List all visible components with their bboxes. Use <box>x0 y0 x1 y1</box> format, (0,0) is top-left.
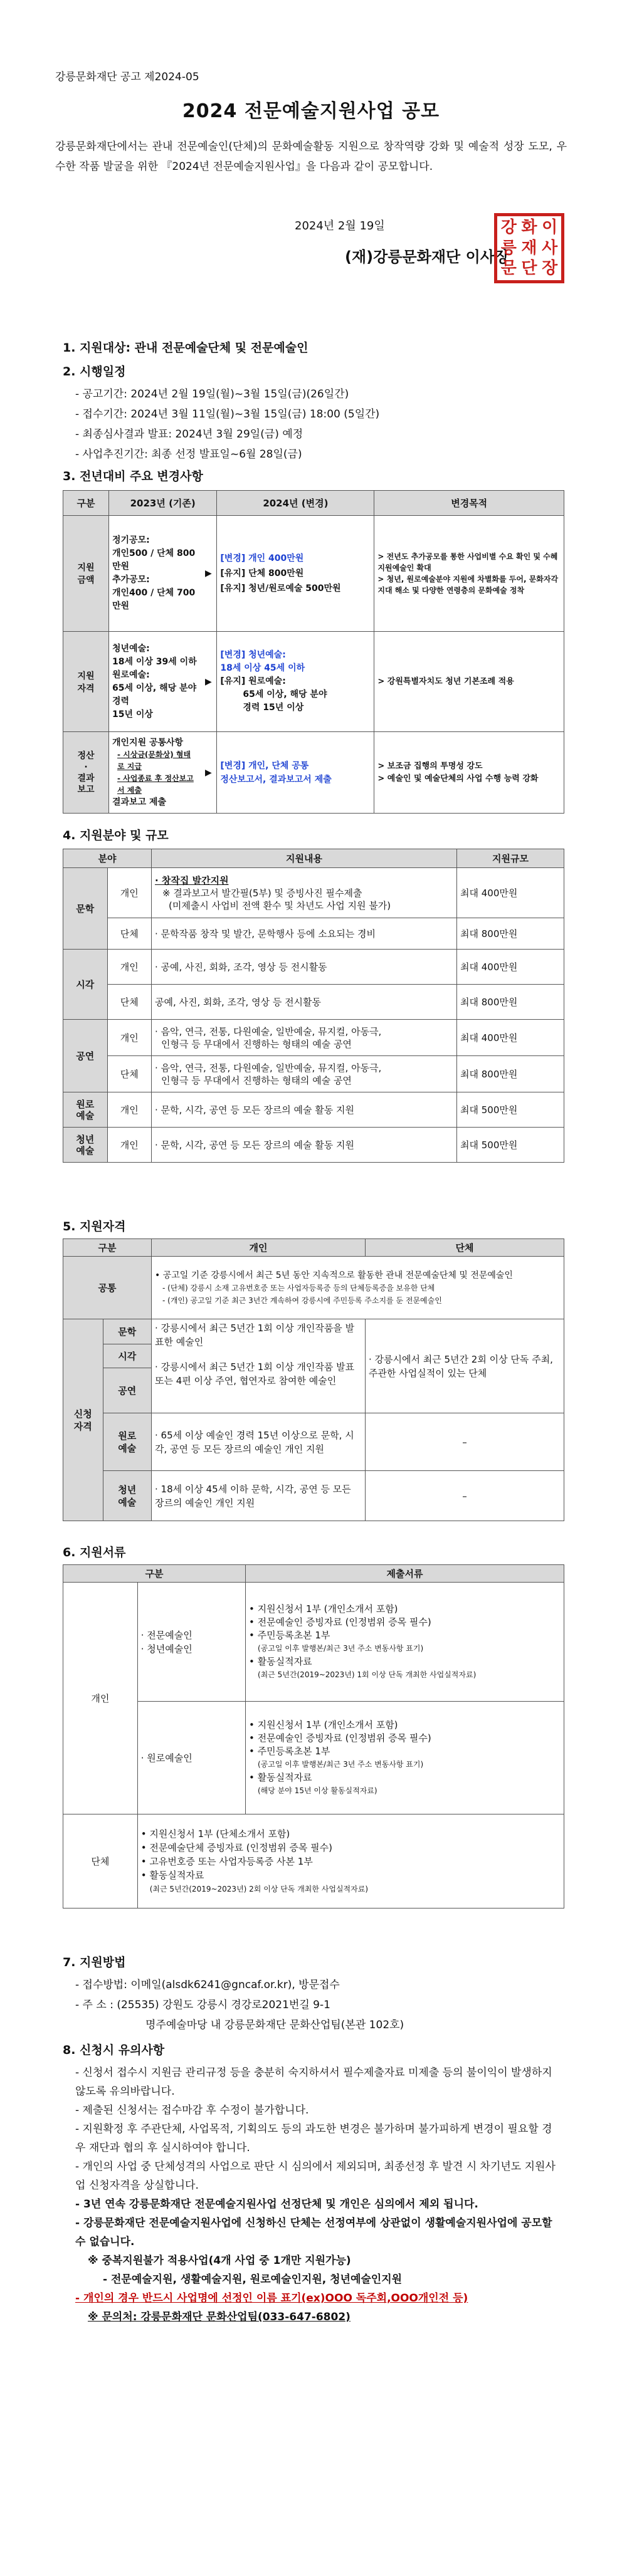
type-label: 단체 <box>107 1056 152 1092</box>
name-notice: - 개인의 경우 반드시 사업명에 선정인 이름 표기(ex)OOO 독주회,OOO개인전 등) <box>75 2292 468 2305</box>
type-label: 단체 <box>107 985 152 1020</box>
field-label: 청년 예술 <box>103 1471 151 1521</box>
type-label: 개인 <box>107 1092 152 1128</box>
field-label: 청년 예술 <box>63 1128 108 1163</box>
table-header: 2024년 (변경) <box>217 491 374 516</box>
arrow-icon: ▶ <box>200 632 217 732</box>
row-label: 지원 금액 <box>63 516 109 632</box>
support-amount: 최대 800만원 <box>457 1056 564 1092</box>
table-header: 분야 <box>63 849 152 868</box>
notice-date: 2024년 2월 19일 <box>295 219 385 233</box>
field-label: 원로 예술 <box>103 1413 151 1471</box>
common-label: 공통 <box>63 1257 152 1319</box>
new-value: [변경] 개인, 단체 공통 정산보고서, 결과보고서 제출 <box>217 732 374 814</box>
old-value: 개인지원 공통사항 - 시상금(문화상) 형태로 지급 - 사업종료 후 정산보고서 제출 결과보고 제출 <box>109 732 201 814</box>
method-item: - 접수방법: 이메일(alsdk6241@gncaf.or.kr), 방문접수 <box>75 1979 340 1991</box>
note-item: - 제출된 신청서는 접수마감 후 수정이 불가합니다. <box>75 2104 309 2117</box>
individual-label: 개인 <box>63 1583 138 1814</box>
section-schedule-title: 2. 시행일정 <box>63 365 126 379</box>
seal-char: 이 <box>542 218 558 237</box>
section-method-title: 7. 지원방법 <box>63 1956 126 1969</box>
field-label: 문학 <box>63 868 108 950</box>
field-label: 공연 <box>63 1020 108 1092</box>
field-label: 원로 예술 <box>63 1092 108 1128</box>
notice-number: 강릉문화재단 공고 제2024-05 <box>55 71 199 83</box>
group-qualification: – <box>366 1471 564 1521</box>
change-purpose: > 전년도 추가공모를 통한 사업비별 수요 확인 및 수혜 지원예술인 확대 > 청년, 원로예술분야 지원에 차별화를 두어, 문화자각지대 해소 및 다양한 연령층의 문화예술 정착 <box>374 516 564 632</box>
table-header: 지원규모 <box>457 849 564 868</box>
type-label: 개인 <box>107 868 152 918</box>
sub-category: · 원로예술인 <box>137 1702 245 1814</box>
field-label: 시각 <box>103 1344 151 1368</box>
table-header: 개인 <box>152 1239 366 1257</box>
individual-qualification: · 65세 이상 예술인 경력 15년 이상으로 문학, 시각, 공연 등 모든 장르의 예술인 개인 지원 <box>152 1413 366 1471</box>
section-eligibility-title: 1. 지원대상: 관내 전문예술단체 및 전문예술인 <box>63 341 308 355</box>
method-item: 명주예술마당 내 강릉문화재단 문화산업팀(본관 102호) <box>145 2019 404 2031</box>
support-amount: 최대 800만원 <box>457 918 564 950</box>
new-value: [변경] 청년예술: 18세 이상 45세 이하 [유지] 원로예술: 65세 이상, 해당 분야 경력 15년 이상 <box>217 632 374 732</box>
support-content: · 문학, 시각, 공연 등 모든 장르의 예술 활동 지원 <box>152 1128 457 1163</box>
row-label: 지원 자격 <box>63 632 109 732</box>
changes-table <box>63 490 564 814</box>
section-fields-title: 4. 지원분야 및 규모 <box>63 829 169 842</box>
schedule-item: - 접수기간: 2024년 3월 11일(월)~3월 15일(금) 18:00 (5일간) <box>75 408 380 421</box>
schedule-item: - 공고기간: 2024년 2월 19일(월)~3월 15일(금)(26일간) <box>75 388 349 401</box>
field-label: 문학 <box>103 1319 151 1344</box>
notes-list <box>75 2063 558 2327</box>
type-label: 개인 <box>107 1128 152 1163</box>
seal-char: 단 <box>521 259 537 278</box>
support-amount: 최대 500만원 <box>457 1128 564 1163</box>
support-content: · 문학, 시각, 공연 등 모든 장르의 예술 활동 지원 <box>152 1092 457 1128</box>
table-header: 지원내용 <box>152 849 457 868</box>
support-content: · 음악, 연극, 전통, 다원예술, 일반예술, 뮤지컬, 아동극, 인형극 등 무대에서 진행하는 형태의 예술 공연 <box>152 1020 457 1056</box>
table-header: 구분 <box>63 1239 152 1257</box>
section-notes-title: 8. 신청시 유의사항 <box>63 2043 165 2057</box>
change-purpose: > 보조금 집행의 투명성 강도 > 예술인 및 예술단체의 사업 수행 능력 강화 <box>374 732 564 814</box>
organization-name: (재)강릉문화재단 이사장 <box>345 248 510 266</box>
note-item: - 신청서 접수시 지원금 관리규정 등을 충분히 숙지하셔서 필수제출자료 미제출 등의 불이익이 발생하지 않도록 유의바랍니다. <box>75 2066 552 2098</box>
row-label: 정산 · 결과 보고 <box>63 732 109 814</box>
type-label: 단체 <box>107 918 152 950</box>
old-value: 정기공모: 개인500 / 단체 800만원 추가공모: 개인400 / 단체 700만원 <box>109 516 201 632</box>
common-qualification: • 공고일 기준 강릉시에서 최근 5년 동안 지속적으로 활동한 관내 전문예술단체 및 전문예술인 - (단체) 강릉시 소재 고유번호증 또는 사업자등록증 등의 단체등록증을 보유한 단체 - (개인) 공고일 기준 최근 3년간 계속하여 강릉시에 주민등록 주소지를 둔 전문예술인 <box>152 1257 564 1319</box>
seal-char: 재 <box>521 238 537 258</box>
field-label: 공연 <box>103 1368 151 1413</box>
section-changes-title: 3. 전년대비 주요 변경사항 <box>63 469 203 483</box>
seal-char: 강 <box>500 218 517 237</box>
seal-char: 장 <box>542 259 558 278</box>
intro-paragraph: 강릉문화재단에서는 관내 전문예술인(단체)의 문화예술활동 지원으로 창작역량 강화 및 예술적 성장 도모, 우수한 작품 발굴을 위한 『2024년 전문예술지원사업』을 다음과 같이 공모합니다. <box>55 140 567 173</box>
arrow-icon: ▶ <box>200 732 217 814</box>
schedule-item: - 사업추진기간: 최종 선정 발표일~6월 28일(금) <box>75 448 302 461</box>
sub-category: · 전문예술인 · 청년예술인 <box>137 1583 245 1702</box>
support-content: · 창작집 발간지원 ※ 결과보고서 발간필(5부) 및 증빙사진 필수제출 (미제출시 사업비 전액 환수 및 차년도 사업 지원 불가) <box>152 868 457 918</box>
duplicate-notice-detail: - 전문예술지원, 생활예술지원, 원로예술인지원, 청년예술인지원 <box>103 2273 403 2286</box>
schedule-item: - 최종심사결과 발표: 2024년 3월 29일(금) 예정 <box>75 428 303 441</box>
group-qualification: · 강릉시에서 최근 5년간 2회 이상 단독 주최, 주관한 사업실적이 있는 단체 <box>366 1319 564 1413</box>
table-header: 구분 <box>63 491 109 516</box>
table-header: 제출서류 <box>246 1565 564 1583</box>
required-documents: • 지원신청서 1부 (개인소개서 포함) • 전문예술인 증빙자료 (인정범위 증목 필수) • 주민등록초본 1부 (공고일 이후 발행본/최근 3년 주소 변동사항 표기) • 활동실적자료 (최근 5년간(2019~2023년) 1회 이상 단독 개최한 사업실적자료) <box>246 1583 564 1702</box>
note-item: - 강릉문화재단 전문예술지원사업에 신청하신 단체는 선정여부에 상관없이 생활예술지원사업에 공모할 수 없습니다. <box>75 2217 552 2248</box>
support-amount: 최대 400만원 <box>457 950 564 985</box>
table-header: 구분 <box>63 1565 246 1583</box>
page-title: 2024 전문예술지원사업 공모 <box>182 100 440 122</box>
table-header: 변경목적 <box>374 491 564 516</box>
section-documents-title: 6. 지원서류 <box>63 1546 126 1559</box>
group-qualification: – <box>366 1413 564 1471</box>
support-amount: 최대 400만원 <box>457 1020 564 1056</box>
arrow-icon: ▶ <box>200 516 217 632</box>
section-qualification-title: 5. 지원자격 <box>63 1220 126 1233</box>
note-item: - 3년 연속 강릉문화재단 전문예술지원사업 선정단체 및 개인은 심의에서 제외 됩니다. <box>75 2198 478 2211</box>
support-content: · 공예, 사진, 회화, 조각, 영상 등 전시활동 <box>152 950 457 985</box>
required-documents: • 지원신청서 1부 (단체소개서 포함) • 전문예술단체 증빙자료 (인정범위 증목 필수) • 고유번호증 또는 사업자등록증 사본 1부 • 활동실적자료 (최근 5년간(2019~2023년) 2회 이상 단독 개최한 사업실적자료) <box>137 1814 564 1908</box>
fields-table <box>63 849 564 1163</box>
seal-char: 릉 <box>500 238 517 258</box>
type-label: 개인 <box>107 950 152 985</box>
table-header: 2023년 (기존) <box>109 491 217 516</box>
group-label: 신청 자격 <box>63 1319 103 1521</box>
field-label: 시각 <box>63 950 108 1020</box>
type-label: 개인 <box>107 1020 152 1056</box>
new-value: [변경] 개인 400만원 [유지] 단체 800만원 [유지] 청년/원로예술 500만원 <box>217 516 374 632</box>
change-purpose: > 강원특별자치도 청년 기본조례 적용 <box>374 632 564 732</box>
note-item: - 지원확정 후 주관단체, 사업목적, 기획의도 등의 과도한 변경은 불가하며 불가피하게 변경이 필요할 경우 재단과 협의 후 실시하여야 합니다. <box>75 2123 552 2154</box>
official-seal <box>494 213 564 283</box>
contact-info: ※ 문의처: 강릉문화재단 문화산업팀(033-647-6802) <box>88 2311 351 2323</box>
support-content: · 문학작품 창작 및 발간, 문학행사 등에 소요되는 경비 <box>152 918 457 950</box>
support-amount: 최대 800만원 <box>457 985 564 1020</box>
note-item: - 개인의 사업 중 단체성격의 사업으로 판단 시 심의에서 제외되며, 최종선정 후 발견 시 차기년도 지원사업 신청자격을 상실합니다. <box>75 2160 556 2192</box>
duplicate-notice: ※ 중복지원불가 적용사업(4개 사업 중 1개만 지원가능) <box>88 2254 351 2267</box>
required-documents: • 지원신청서 1부 (개인소개서 포함) • 전문예술인 증빙자료 (인정범위 증목 필수) • 주민등록초본 1부 (공고일 이후 발행본/최근 3년 주소 변동사항 표기) • 활동실적자료 (해당 분야 15년 이상 활동실적자료) <box>246 1702 564 1814</box>
old-value: 청년예술: 18세 이상 39세 이하 원로예술: 65세 이상, 해당 분야 경력 15년 이상 <box>109 632 201 732</box>
qualification-table <box>63 1238 564 1521</box>
individual-qualification: · 18세 이상 45세 이하 문학, 시각, 공연 등 모든 장르의 예술인 개인 지원 <box>152 1471 366 1521</box>
support-content: 공예, 사진, 회화, 조각, 영상 등 전시활동 <box>152 985 457 1020</box>
seal-char: 사 <box>542 238 558 258</box>
seal-char: 문 <box>500 259 517 278</box>
seal-char: 화 <box>521 218 537 237</box>
table-header: 단체 <box>366 1239 564 1257</box>
support-amount: 최대 500만원 <box>457 1092 564 1128</box>
support-amount: 최대 400만원 <box>457 868 564 918</box>
method-item: - 주 소 : (25535) 강원도 강릉시 경강로2021번길 9-1 <box>75 1999 330 2011</box>
group-label: 단체 <box>63 1814 138 1908</box>
support-content: · 음악, 연극, 전통, 다원예술, 일반예술, 뮤지컬, 아동극, 인형극 등 무대에서 진행하는 형태의 예술 공연 <box>152 1056 457 1092</box>
documents-table <box>63 1564 564 1908</box>
individual-qualification: · 강릉시에서 최근 5년간 1회 이상 개인작품을 발표한 예술인 · 강릉시에서 최근 5년간 1회 이상 개인작품 발표 또는 4편 이상 주연, 협연자로 참여한 예술인 <box>152 1319 366 1413</box>
